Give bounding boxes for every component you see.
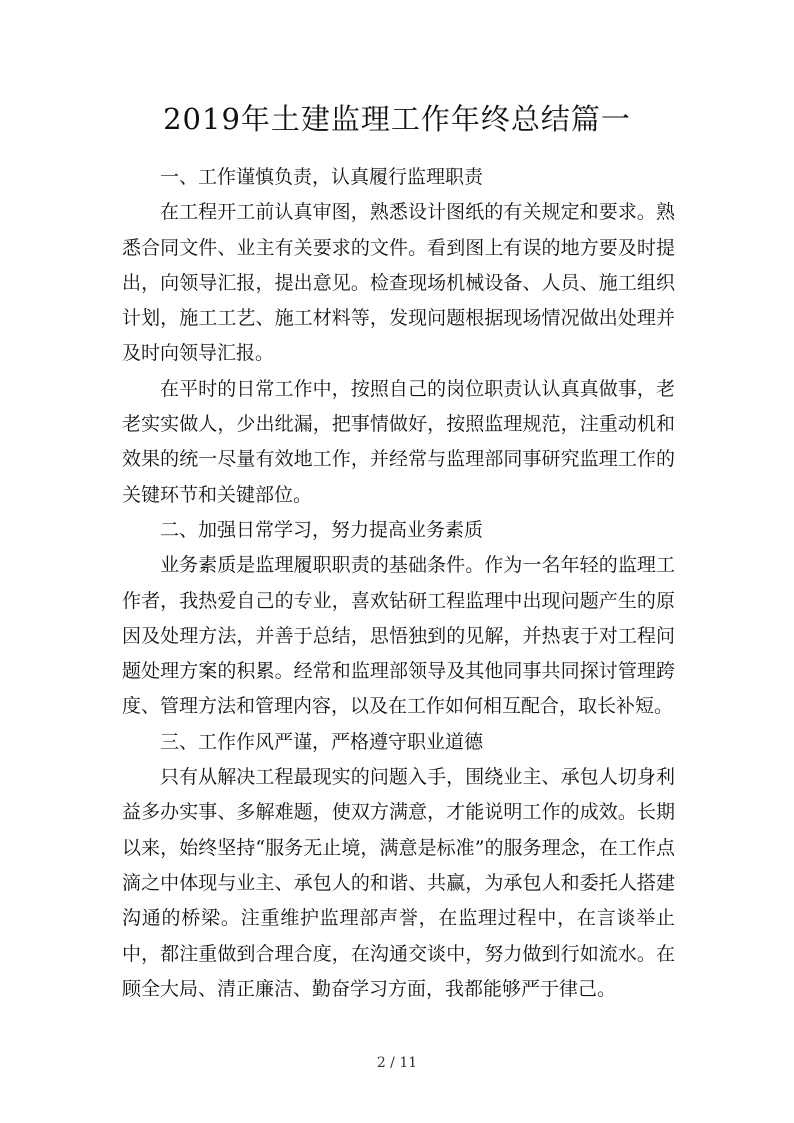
document-body — [122, 160, 675, 1007]
section-2-paragraph-1: 业务素质是监理履职职责的基础条件。作为一名年轻的监理工作者，我热爱自己的专业，喜欢钻研工程监理中出现问题产生的原因及处理方法，并善于总结，思悟独到的见解，并热衷于对工程问题处理方案的积累。经常和监理部领导及其他同事共同探讨管理跨度、管理方法和管理内容，以及在工作如何相互配合，取长补短。 — [122, 554, 675, 718]
section-heading-2: 二、加强日常学习，努力提高业务素质 — [160, 518, 484, 541]
section-heading-1: 一、工作谨慎负责，认真履行监理职责 — [160, 166, 484, 188]
section-1-paragraph-1: 在工程开工前认真审图，熟悉设计图纸的有关规定和要求。熟悉合同文件、业主有关要求的文件。看到图上有误的地方要及时提出，向领导汇报，提出意见。检查现场机械设备、人员、施工组织计划，施工工艺、施工材料等，发现问题根据现场情况做出处理并及时向领导汇报。 — [122, 201, 675, 365]
page-number: 2 / 11 — [376, 1055, 418, 1071]
page-title: 2019年土建监理工作年终总结篇一 — [163, 102, 631, 136]
section-3-paragraph-1: 只有从解决工程最现实的问题入手，围绕业主、承包人切身利益多办实事、多解难题，使双方满意，才能说明工作的成效。长期以来，始终坚持“服务无止境，满意是标准”的服务理念，在工作点滴之中体现与业主、承包人的和谐、共赢，为承包人和委托人搭建沟通的桥梁。注重维护监理部声誉，在监理过程中，在言谈举止中，都注重做到合理合度，在沟通交谈中，努力做到行如流水。在顾全大局、清正廉洁、勤奋学习方面，我都能够严于律己。 — [122, 766, 675, 1000]
section-heading-3: 三、工作作风严谨，严格遵守职业道德 — [160, 730, 484, 753]
section-1-paragraph-2: 在平时的日常工作中，按照自己的岗位职责认认真真做事，老老实实做人，少出纰漏，把事情做好，按照监理规范，注重动机和效果的统一尽量有效地工作，并经常与监理部同事研究监理工作的关键环节和关键部位。 — [122, 377, 675, 506]
